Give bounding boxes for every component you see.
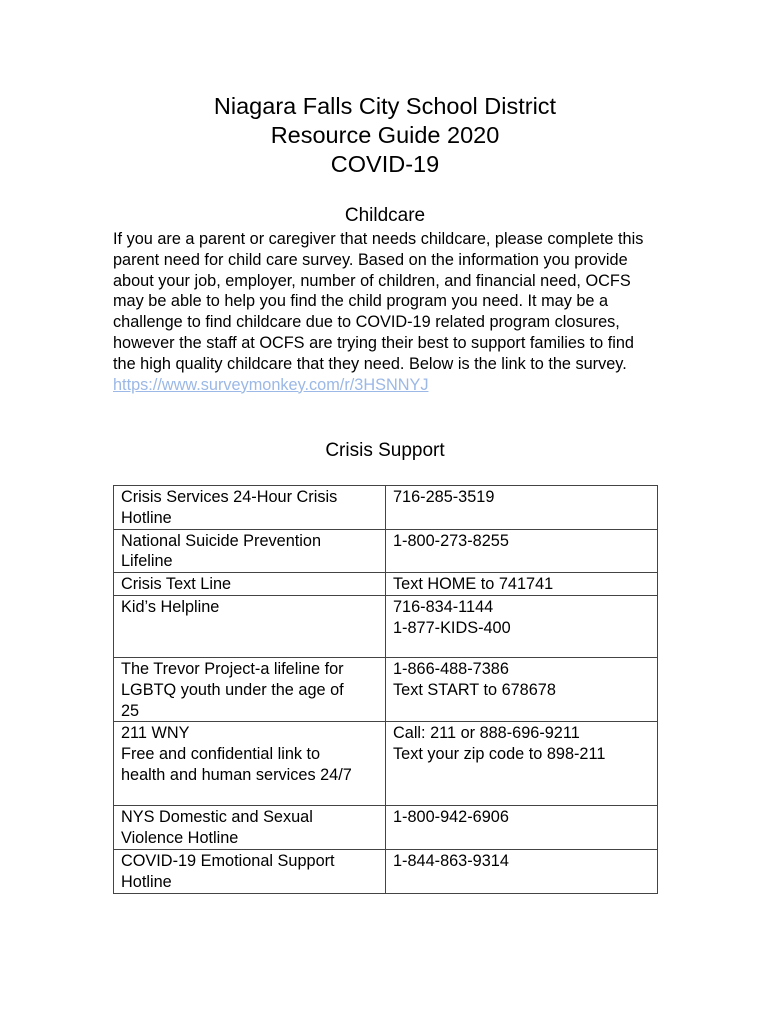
resource-contact-line: 1-800-942-6906 bbox=[393, 808, 509, 827]
resource-name-line: Kid’s Helpline bbox=[121, 597, 220, 616]
resource-name-cell bbox=[114, 806, 386, 850]
resource-name-line: 211 WNY bbox=[121, 724, 190, 743]
resource-name-line: Violence Hotline bbox=[121, 829, 239, 848]
resource-contact-cell bbox=[386, 722, 658, 806]
resource-contact-line: 716-834-1144 bbox=[393, 597, 494, 616]
resource-name-cell bbox=[114, 657, 386, 721]
resource-name-line: COVID-19 Emotional Support bbox=[121, 851, 335, 870]
table-row bbox=[114, 657, 658, 721]
resource-name-line: Hotline bbox=[121, 872, 172, 891]
table-row bbox=[114, 595, 658, 657]
resource-contact-cell bbox=[386, 806, 658, 850]
resource-name-line: Free and confidential link to bbox=[121, 745, 321, 764]
resource-contact-line: 1-844-863-9314 bbox=[393, 851, 509, 870]
resource-name-line: health and human services 24/7 bbox=[121, 765, 352, 784]
crisis-support-heading: Crisis Support bbox=[325, 440, 445, 461]
childcare-heading: Childcare bbox=[344, 205, 426, 226]
resource-contact-cell bbox=[386, 849, 658, 893]
title-line-district: Niagara Falls City School District bbox=[213, 93, 557, 119]
resource-contact-line: 716-285-3519 bbox=[393, 488, 495, 506]
table-row bbox=[114, 486, 658, 530]
resource-contact-line: Text your zip code to 898-211 bbox=[393, 745, 606, 764]
resource-name-line: 25 bbox=[121, 701, 140, 720]
resource-name-line: Crisis Services 24-Hour Crisis bbox=[121, 488, 338, 506]
resource-name-line: Lifeline bbox=[121, 552, 173, 571]
resource-contact-line: 1-877-KIDS-400 bbox=[393, 618, 511, 637]
resource-contact-cell bbox=[386, 486, 658, 530]
resource-contact-cell bbox=[386, 529, 658, 573]
document-title bbox=[0, 92, 770, 179]
title-line-guide: Resource Guide 2020 bbox=[270, 122, 500, 148]
resource-name-cell bbox=[114, 722, 386, 806]
resource-name-line: Crisis Text Line bbox=[121, 575, 232, 594]
resource-name-line: LGBTQ youth under the age of bbox=[121, 680, 344, 699]
resource-contact-cell bbox=[386, 595, 658, 657]
resource-name-line: NYS Domestic and Sexual bbox=[121, 808, 313, 827]
table-row bbox=[114, 573, 658, 596]
title-line-covid: COVID-19 bbox=[330, 151, 440, 177]
table-row bbox=[114, 722, 658, 806]
resource-contact-cell bbox=[386, 657, 658, 721]
resource-name-cell bbox=[114, 849, 386, 893]
resource-name-line: National Suicide Prevention bbox=[121, 531, 322, 550]
survey-link[interactable]: https://www.surveymonkey.com/r/3HSNNYJ bbox=[113, 375, 429, 394]
table-row bbox=[114, 806, 658, 850]
table-row bbox=[114, 849, 658, 893]
resource-contact-cell bbox=[386, 573, 658, 596]
table-row bbox=[114, 529, 658, 573]
resource-contact-line: 1-866-488-7386 bbox=[393, 659, 509, 678]
resource-name-cell bbox=[114, 486, 386, 530]
resource-name-cell bbox=[114, 573, 386, 596]
resource-contact-line: 1-800-273-8255 bbox=[393, 531, 509, 550]
childcare-body-text: If you are a parent or caregiver that needs childcare, please complete this parent need for child care survey. Based on the information you provide about your job, employer, number of children, and financial need, OCFS may be able to help you find the child program you need. It may be a challenge to find childcare due to COVID-19 related program closures, however the staff at OCFS are trying their best to support families to find the high quality childcare that they need. Below is the link to the survey. bbox=[113, 230, 644, 373]
resource-name-line: The Trevor Project-a lifeline for bbox=[121, 659, 344, 678]
childcare-paragraph bbox=[113, 229, 661, 395]
resource-contact-line: Text START to 678678 bbox=[393, 680, 556, 699]
resource-name-cell bbox=[114, 529, 386, 573]
resource-contact-line: Text HOME to 741741 bbox=[393, 575, 554, 594]
resource-name-cell bbox=[114, 595, 386, 657]
crisis-support-table bbox=[113, 485, 658, 894]
resource-name-line: Hotline bbox=[121, 508, 172, 527]
resource-contact-line: Call: 211 or 888-696-9211 bbox=[393, 724, 580, 743]
